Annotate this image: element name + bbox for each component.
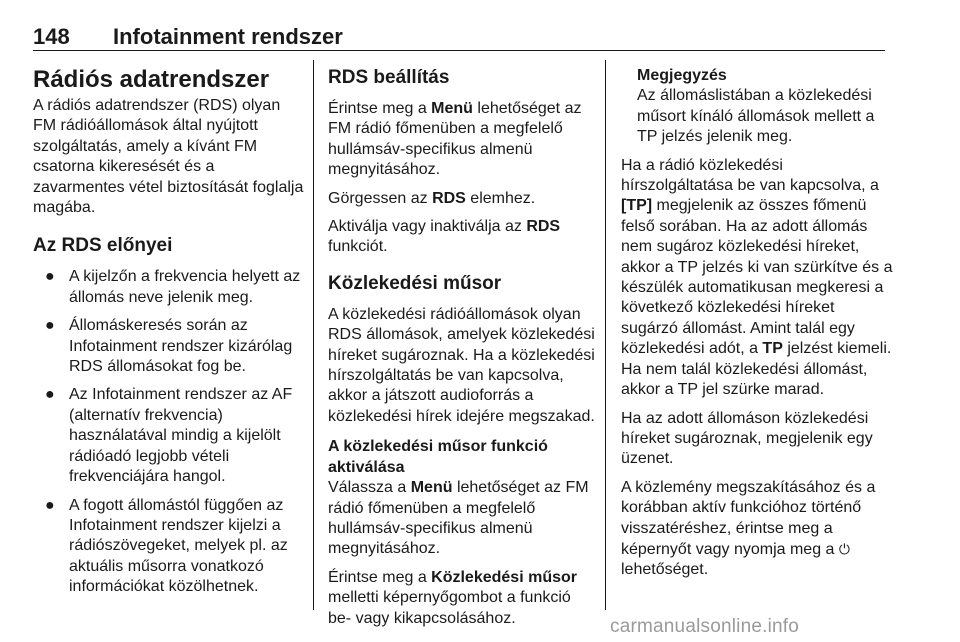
note-box bbox=[621, 66, 893, 148]
bullet-icon: ● bbox=[45, 496, 55, 514]
subheading-traffic-program: Közlekedési műsor bbox=[328, 272, 502, 294]
chapter-title: Infotainment rendszer bbox=[113, 24, 343, 49]
column-2 bbox=[328, 66, 598, 637]
bullet-icon: ● bbox=[45, 268, 55, 286]
bullet-icon: ● bbox=[45, 317, 55, 335]
paragraph: Görgessen az RDS elemhez. bbox=[328, 189, 536, 207]
page-number: 148 bbox=[33, 24, 70, 49]
column-1 bbox=[33, 66, 305, 606]
paragraph: Ha a rádió közlekedési hírszolgáltatása be van kapcsolva, a [TP] megjelenik az összes főmenü felső sorában. Ha az adott állomás nem sugároz közlekedési híreket, akkor a TP jelzés ki van szürkítve és a készülék automatikusan megkeresi a következő közlekedési híreket sugárzó állomást. Amint talál egy közlekedési adót, a TP jelzést kiemeli. Ha nem talál közlekedési állomást, akkor a TP jel szürke marad. bbox=[621, 156, 893, 399]
rds-label: RDS bbox=[432, 189, 466, 207]
menu-label: Menü bbox=[410, 479, 453, 497]
paragraph: A közlekedési rádióállomások olyan RDS állomások, amelyek közlekedési híreket sugároznak. Ha a közlekedési hírszolgáltatás be van kapcsolva, akkor a játszott audioforrás a közlekedési hírek idejére megszakad. bbox=[328, 305, 595, 425]
paragraph: Aktiválja vagy inaktiválja az RDS funkciót. bbox=[328, 218, 561, 256]
bullet-icon: ● bbox=[45, 386, 55, 404]
column-divider-left bbox=[313, 60, 314, 610]
rds-advantages-list bbox=[33, 267, 305, 597]
watermark: carmanualsonline.info bbox=[610, 616, 800, 637]
column-divider-right bbox=[605, 60, 606, 610]
list-item: ● Az Infotainment rendszer az AF (alternatív frekvencia) használatával mindig a kijelölt rádióadó legjobb vételi frekvenciájára hangol. bbox=[45, 386, 293, 486]
tp-label: [TP] bbox=[621, 197, 653, 215]
note-text: Az állomáslistában a közlekedési műsort kínáló állomások mellett a TP jelzés jelenik meg. bbox=[637, 87, 875, 146]
rds-intro-paragraph: A rádiós adatrendszer (RDS) olyan FM rádióállomások által nyújtott szolgáltatás, amely a kívánt FM csatorna kikeresését és a zavarmentes vétel biztosítását foglalja magába. bbox=[33, 97, 304, 217]
subheading-rds-advantages: Az RDS előnyei bbox=[33, 235, 173, 257]
power-icon: ⏻ bbox=[838, 540, 850, 557]
paragraph: Ha az adott állomáson közlekedési híreket sugároznak, megjelenik egy üzenet. bbox=[621, 409, 873, 468]
list-item: ● Állomáskeresés során az Infotainment rendszer kizárólag RDS állomásokat fog be. bbox=[45, 317, 293, 376]
section-heading-rds: Rádiós adatrendszer bbox=[33, 66, 270, 93]
paragraph: A közlemény megszakításához és a korábban aktív funkcióhoz történő visszatéréshez, érintse meg a képernyőt vagy nyomja meg a ⏻ lehetőséget. bbox=[621, 478, 876, 579]
column-3 bbox=[621, 66, 893, 589]
rds-label: RDS bbox=[526, 218, 561, 236]
paragraph: Érintse meg a Menü lehetőséget az FM rádió főmenüben a megfelelő hullámsáv-specifikus almenü megnyitásához. bbox=[328, 100, 582, 179]
list-item: ● A kijelzőn a frekvencia helyett az állomás neve jelenik meg. bbox=[45, 268, 301, 306]
subheading-activate-traffic-program: A közlekedési műsor funkció aktiválása bbox=[328, 438, 548, 476]
list-item: ● A fogott állomástól függően az Infotainment rendszer kijelzi a rádiószövegeket, melyek pl. az aktuális műsorra vonatkozó információkat közölhetnek. bbox=[45, 496, 288, 596]
tp-label: TP bbox=[762, 340, 783, 358]
note-title: Megjegyzés bbox=[637, 67, 727, 84]
traffic-program-label: Közlekedési műsor bbox=[431, 568, 577, 586]
subheading-rds-settings: RDS beállítás bbox=[328, 67, 450, 88]
menu-label: Menü bbox=[431, 100, 473, 117]
paragraph: Válassza a Menü lehetőséget az FM rádió főmenüben a megfelelő hullámsáv-specifikus almenü megnyitásához. bbox=[328, 479, 589, 558]
page-header bbox=[33, 26, 885, 51]
paragraph: Érintse meg a Közlekedési műsor melletti képernyőgombot a funkció be- vagy kikapcsolásához. bbox=[328, 568, 577, 627]
